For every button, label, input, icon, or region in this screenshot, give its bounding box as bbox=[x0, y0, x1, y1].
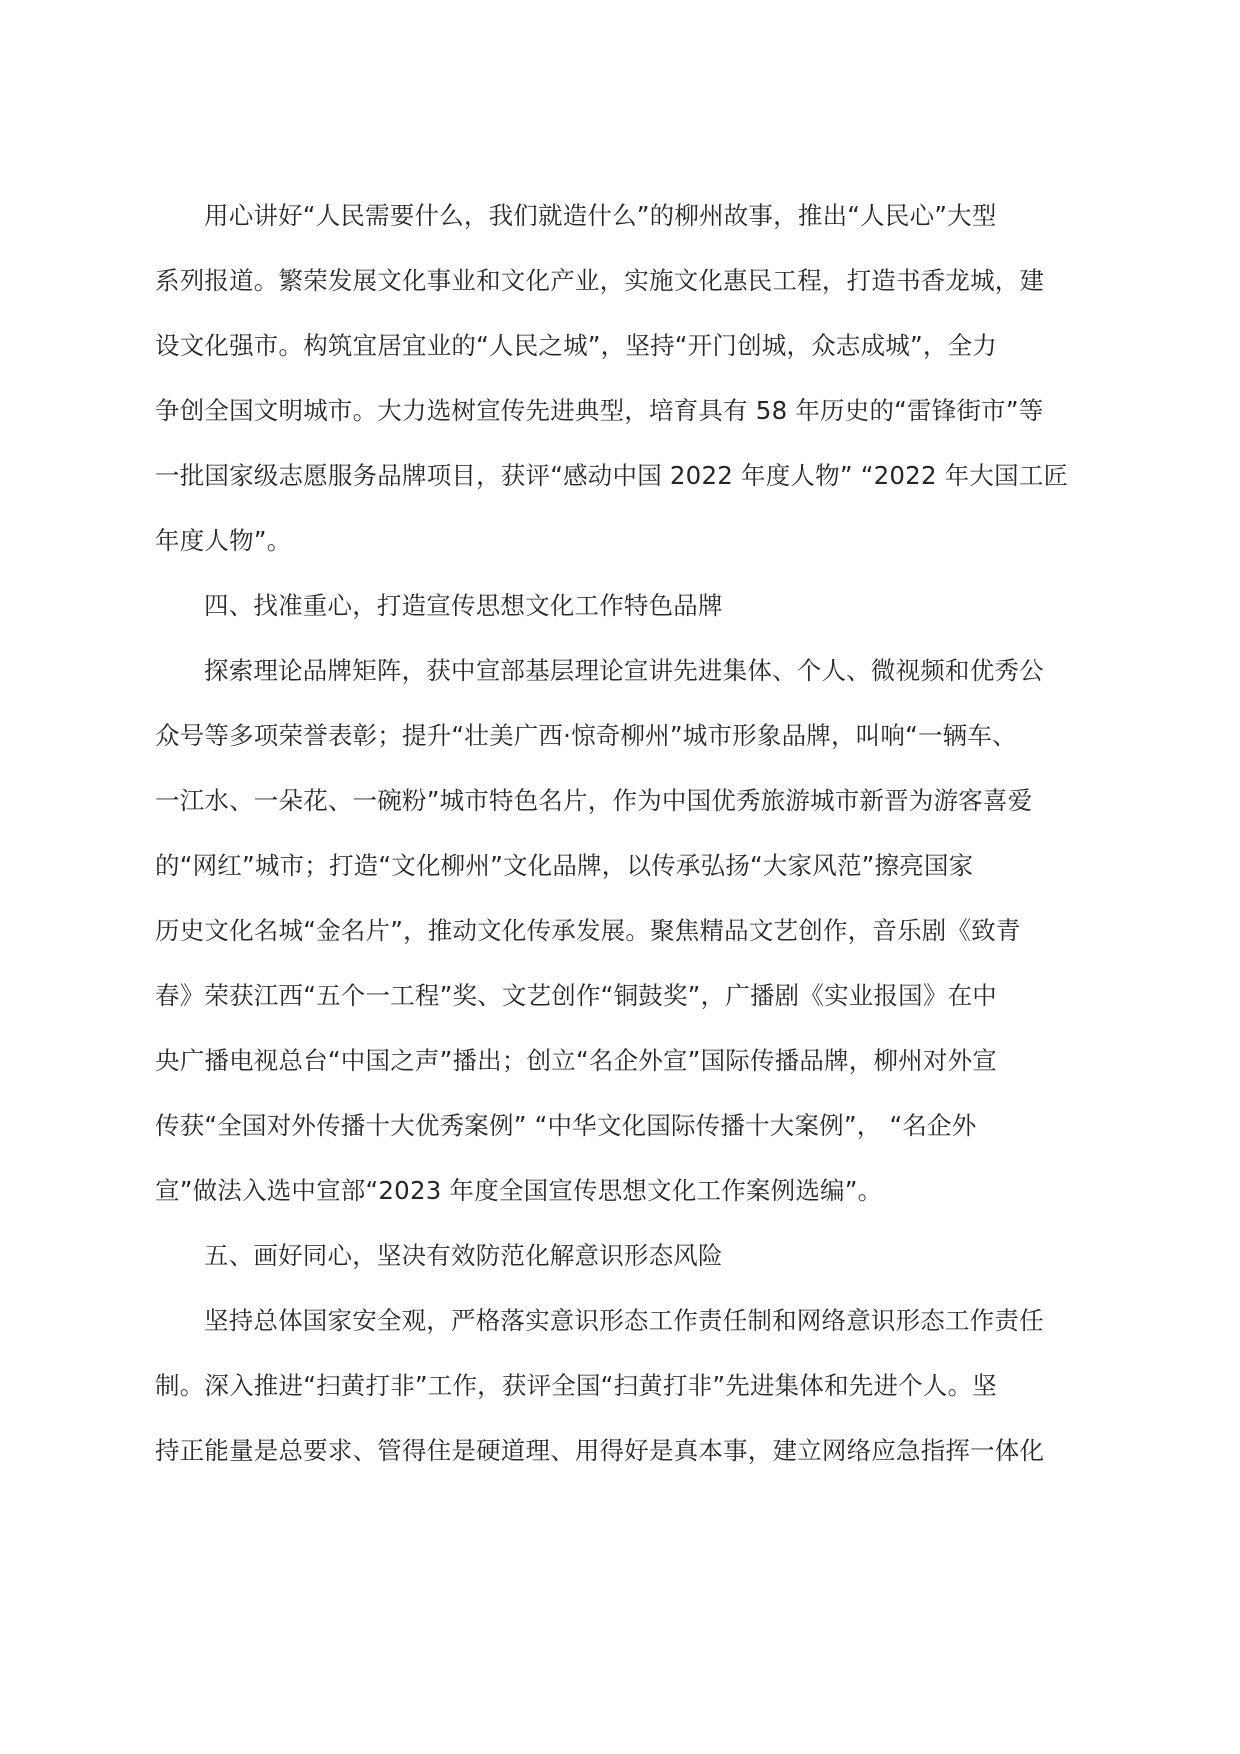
text-line: 系列报道。繁荣发展文化事业和文化产业，实施文化惠民工程，打造书香龙城，建 bbox=[155, 266, 1045, 295]
text-line: 争创全国文明城市。大力选树宣传先进典型，培育具有 58 年历史的“雷锋街市”等 bbox=[155, 396, 1044, 425]
text-line: 用心讲好“人民需要什么，我们就造什么”的柳州故事，推出“人民心”大型 bbox=[204, 201, 997, 230]
text-line: 春》荣获江西“五个一工程”奖、文艺创作“铜鼓奖”，广播剧《实业报国》在中 bbox=[155, 981, 997, 1010]
text-line: 历史文化名城“金名片”，推动文化传承发展。聚焦精品文艺创作，音乐剧《致青 bbox=[155, 916, 1021, 945]
text-line: 持正能量是总要求、管得住是硬道理、用得好是真本事，建立网络应急指挥一体化 bbox=[155, 1436, 1045, 1465]
text-line: 四、找准重心，打造宣传思想文化工作特色品牌 bbox=[204, 591, 723, 620]
text-line: 坚持总体国家安全观，严格落实意识形态工作责任制和网络意识形态工作责任 bbox=[204, 1306, 1044, 1335]
text-line: 央广播电视总台“中国之声”播出；创立“名企外宣”国际传播品牌，柳州对外宣 bbox=[155, 1046, 997, 1075]
text-line: 探索理论品牌矩阵，获中宣部基层理论宣讲先进集体、个人、微视频和优秀公 bbox=[204, 656, 1044, 685]
text-line: 设文化强市。构筑宜居宜业的“人民之城”，坚持“开门创城，众志成城”，全力 bbox=[155, 331, 997, 360]
document-page bbox=[155, 183, 1085, 1483]
text-line: 传获“全国对外传播十大优秀案例” “中华文化国际传播十大案例”， “名企外 bbox=[155, 1111, 977, 1140]
text-line: 制。深入推进“扫黄打非”工作，获评全国“扫黄打非”先进集体和先进个人。坚 bbox=[155, 1371, 997, 1400]
text-line: 一批国家级志愿服务品牌项目，获评“感动中国 2022 年度人物” “2022 年大国工匠 bbox=[155, 461, 1069, 490]
text-line: 的“网红”城市；打造“文化柳州”文化品牌，以传承弘扬“大家风范”擦亮国家 bbox=[155, 851, 974, 880]
text-line: 年度人物”。 bbox=[155, 526, 292, 555]
text-line: 宣”做法入选中宣部“2023 年度全国宣传思想文化工作案例选编”。 bbox=[155, 1176, 883, 1205]
text-line: 一江水、一朵花、一碗粉”城市特色名片，作为中国优秀旅游城市新晋为游客喜爱 bbox=[155, 786, 1033, 815]
text-line: 众号等多项荣誉表彰；提升“壮美广西·惊奇柳州”城市形象品牌，叫响“一辆车、 bbox=[155, 721, 1017, 750]
text-line: 五、画好同心，坚决有效防范化解意识形态风险 bbox=[204, 1241, 723, 1270]
